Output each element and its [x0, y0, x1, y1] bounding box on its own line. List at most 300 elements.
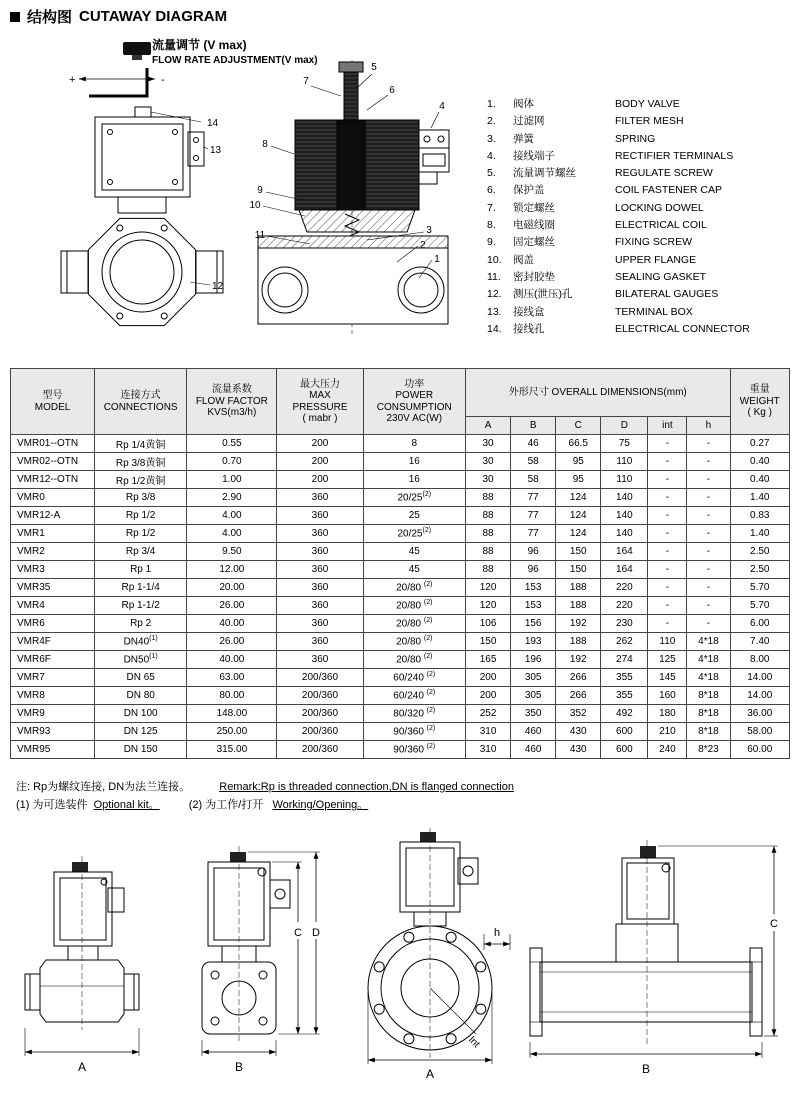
spec-cell: 20/80 $^{(2)}$: [363, 579, 465, 597]
spec-cell: 124: [556, 507, 601, 525]
spec-cell: Rp 2: [95, 615, 187, 633]
spec-cell: 8*18: [687, 705, 730, 723]
spec-cell: 266: [556, 669, 601, 687]
spec-row: [11, 651, 790, 669]
spec-cell: -: [648, 525, 687, 543]
spec-table: [10, 368, 790, 759]
callout-12: 12: [212, 281, 224, 292]
note-line-1: 注: Rp为螺纹连接, DN为法兰连接。 Remark:Rp is threaded connection,DN is flanged connection: [16, 781, 514, 793]
spec-cell: 124: [556, 525, 601, 543]
spec-cell: 40.00: [187, 651, 277, 669]
hex-key-icon: [89, 68, 147, 96]
spec-cell: 120: [466, 579, 511, 597]
spec-cell: Rp 1: [95, 561, 187, 579]
spec-cell: 460: [511, 723, 556, 741]
spec-cell: 120: [466, 597, 511, 615]
part-item: 5. 流量调节螺丝 REGULATE SCREW: [487, 167, 713, 180]
spec-cell: Rp 3/8黄铜: [95, 453, 187, 471]
flow-adjustment-label-zh: 流量调节 (V max): [152, 38, 247, 52]
part-item: 8. 电磁线圈 ELECTRICAL COIL: [487, 219, 707, 232]
spec-cell: 160: [648, 687, 687, 705]
spec-cell: 77: [511, 507, 556, 525]
spec-cell: 193: [511, 633, 556, 651]
spec-cell: 110: [601, 471, 648, 489]
spec-cell: VMR35: [11, 579, 95, 597]
callout-9: 9: [257, 185, 263, 196]
spec-cell: 77: [511, 525, 556, 543]
dim-label-d-fig2: D: [312, 927, 320, 939]
flow-adjustment-label-en: FLOW RATE ADJUSTMENT(V max): [152, 55, 318, 66]
col-header-dim-h: h: [687, 417, 730, 435]
callout-2: 2: [420, 240, 426, 251]
spec-cell: 310: [466, 723, 511, 741]
spec-row: [11, 687, 790, 705]
spec-cell: 26.00: [187, 633, 277, 651]
spec-cell: VMR93: [11, 723, 95, 741]
adjust-minus-label: -: [161, 74, 165, 86]
spec-cell: 240: [648, 741, 687, 759]
spec-cell: 0.70: [187, 453, 277, 471]
spec-cell: 148.00: [187, 705, 277, 723]
spec-row: [11, 543, 790, 561]
spec-cell: 1.40: [730, 525, 790, 543]
spec-cell: VMR12--OTN: [11, 471, 95, 489]
spec-cell: VMR4: [11, 597, 95, 615]
spec-cell: 200: [277, 471, 363, 489]
spec-cell: VMR0: [11, 489, 95, 507]
table-notes: [16, 778, 514, 814]
spec-cell: -: [648, 435, 687, 453]
spec-cell: 145: [648, 669, 687, 687]
spec-cell: VMR3: [11, 561, 95, 579]
spec-cell: 200: [277, 453, 363, 471]
page-title: [10, 6, 227, 27]
spec-cell: 20/25$^{(2)}$: [363, 525, 465, 543]
spec-cell: 4*18: [687, 669, 730, 687]
spec-cell: 360: [277, 543, 363, 561]
col-header-dim-int: int: [648, 417, 687, 435]
dim-label-a-fig3: A: [425, 1067, 435, 1081]
spec-cell: 25: [363, 507, 465, 525]
spec-cell: 0.83: [730, 507, 790, 525]
col-header-dim-c: C: [556, 417, 601, 435]
spec-cell: 88: [466, 489, 511, 507]
col-header-connections: 连接方式 CONNECTIONS: [95, 369, 187, 435]
callout-13: 13: [210, 145, 222, 156]
spec-cell: 75: [601, 435, 648, 453]
spec-cell: -: [648, 453, 687, 471]
spec-cell: 58: [511, 453, 556, 471]
part-item: 12. 测压(泄压)孔 BILATERAL GAUGES: [487, 288, 719, 301]
spec-cell: 140: [601, 525, 648, 543]
spec-cell: 95: [556, 471, 601, 489]
spec-cell: DN40$^{(1)}$: [95, 633, 187, 651]
spec-cell: -: [687, 453, 730, 471]
spec-cell: -: [687, 471, 730, 489]
callout-14: 14: [207, 118, 219, 129]
col-header-overall-dimensions: 外形尺寸 OVERALL DIMENSIONS(mm): [466, 369, 730, 417]
spec-cell: 274: [601, 651, 648, 669]
spec-cell: -: [648, 489, 687, 507]
spec-cell: 7.40: [730, 633, 790, 651]
spec-cell: 188: [556, 579, 601, 597]
spec-cell: 2.90: [187, 489, 277, 507]
callout-5: 5: [371, 62, 377, 73]
spec-row: [11, 489, 790, 507]
spec-cell: 250.00: [187, 723, 277, 741]
spec-cell: 88: [466, 561, 511, 579]
spec-cell: 0.27: [730, 435, 790, 453]
spec-cell: 460: [511, 741, 556, 759]
spec-cell: 1.00: [187, 471, 277, 489]
spec-row: [11, 507, 790, 525]
spec-cell: 77: [511, 489, 556, 507]
external-view-drawing: [61, 42, 223, 326]
spec-cell: 90/360 $^{(2)}$: [363, 741, 465, 759]
spec-cell: 180: [648, 705, 687, 723]
spec-cell: 90/360 $^{(2)}$: [363, 723, 465, 741]
spec-cell: 20/80 $^{(2)}$: [363, 651, 465, 669]
spec-cell: 14.00: [730, 669, 790, 687]
spec-cell: 58.00: [730, 723, 790, 741]
regulate-screw: [344, 72, 358, 122]
spec-cell: 360: [277, 615, 363, 633]
col-header-flow-factor: 流量系数 FLOW FACTOR KVS(m3/h): [187, 369, 277, 435]
callout-7: 7: [303, 76, 309, 87]
spec-cell: 310: [466, 741, 511, 759]
spec-cell: 16: [363, 471, 465, 489]
spec-cell: 124: [556, 489, 601, 507]
spec-row: [11, 525, 790, 543]
spec-cell: 0.40: [730, 453, 790, 471]
spec-cell: 110: [648, 633, 687, 651]
spec-cell: -: [687, 489, 730, 507]
dim-label-a-fig1: A: [77, 1060, 87, 1074]
part-item: 11. 密封胶垫 SEALING GASKET: [487, 270, 707, 283]
spec-row: [11, 579, 790, 597]
spec-cell: 20/80 $^{(2)}$: [363, 633, 465, 651]
page-title-zh: 结构图: [27, 9, 73, 26]
spec-cell: DN 80: [95, 687, 187, 705]
spec-cell: DN 65: [95, 669, 187, 687]
spec-cell: 200/360: [277, 723, 363, 741]
spec-cell: 8*18: [687, 687, 730, 705]
spec-cell: 12.00: [187, 561, 277, 579]
spec-cell: DN50$^{(1)}$: [95, 651, 187, 669]
spec-cell: 80/320 $^{(2)}$: [363, 705, 465, 723]
dim-label-int-fig3: Int: [465, 1034, 482, 1051]
top-drawings: [15, 32, 480, 367]
spec-cell: VMR02--OTN: [11, 453, 95, 471]
spec-cell: -: [648, 543, 687, 561]
spec-cell: 40.00: [187, 615, 277, 633]
spec-cell: 80.00: [187, 687, 277, 705]
spec-cell: Rp 1/4黄铜: [95, 435, 187, 453]
dim-label-b-fig4: B: [641, 1062, 651, 1076]
spec-cell: 200/360: [277, 741, 363, 759]
coil-housing: [95, 117, 190, 197]
spec-cell: 150: [556, 561, 601, 579]
spec-cell: 164: [601, 561, 648, 579]
spec-cell: 315.00: [187, 741, 277, 759]
dimension-drawings: [10, 816, 790, 1092]
spec-row: [11, 669, 790, 687]
spec-cell: 125: [648, 651, 687, 669]
spec-cell: 430: [556, 741, 601, 759]
spec-cell: VMR2: [11, 543, 95, 561]
spec-cell: 210: [648, 723, 687, 741]
spec-cell: -: [687, 525, 730, 543]
spec-cell: VMR8: [11, 687, 95, 705]
spec-cell: VMR1: [11, 525, 95, 543]
spec-cell: -: [687, 597, 730, 615]
spec-cell: 220: [601, 597, 648, 615]
fig-threaded-front-view: [202, 846, 323, 1056]
spec-cell: 360: [277, 489, 363, 507]
spec-cell: 200/360: [277, 705, 363, 723]
spec-cell: 492: [601, 705, 648, 723]
spec-cell: -: [687, 579, 730, 597]
spec-cell: 200: [466, 687, 511, 705]
col-header-power: 功率 POWER CONSUMPTION 230V AC(W): [363, 369, 465, 435]
spec-cell: 430: [556, 723, 601, 741]
spec-cell: 20/25$^{(2)}$: [363, 489, 465, 507]
spec-cell: 262: [601, 633, 648, 651]
spec-cell: 96: [511, 561, 556, 579]
spec-cell: 45: [363, 561, 465, 579]
spec-cell: 95: [556, 453, 601, 471]
part-item: 6. 保护盖 COIL FASTENER CAP: [487, 184, 722, 197]
spec-cell: Rp 1-1/4: [95, 579, 187, 597]
callout-11: 11: [254, 230, 266, 241]
spec-cell: 8: [363, 435, 465, 453]
part-item: 7. 锁定螺丝 LOCKING DOWEL: [487, 201, 704, 214]
spec-cell: 88: [466, 525, 511, 543]
spec-cell: 165: [466, 651, 511, 669]
spec-cell: -: [687, 615, 730, 633]
callout-8: 8: [262, 139, 268, 150]
part-item: 4. 接线端子 RECTIFIER TERMINALS: [487, 149, 734, 162]
spec-cell: 96: [511, 543, 556, 561]
spec-cell: VMR9: [11, 705, 95, 723]
part-item: 3. 弹簧 SPRING: [487, 132, 656, 145]
spec-cell: 156: [511, 615, 556, 633]
spec-cell: 150: [466, 633, 511, 651]
spec-cell: 6.00: [730, 615, 790, 633]
spec-cell: 8*18: [687, 723, 730, 741]
spec-cell: 192: [556, 615, 601, 633]
spec-cell: 16: [363, 453, 465, 471]
spec-cell: 188: [556, 597, 601, 615]
locking-dowel: [339, 62, 363, 72]
spec-row: [11, 561, 790, 579]
spec-cell: 600: [601, 723, 648, 741]
spec-cell: -: [687, 435, 730, 453]
spec-cell: VMR7: [11, 669, 95, 687]
dim-label-h-fig3: h: [493, 927, 501, 939]
fig-threaded-side-view: [25, 856, 139, 1056]
spec-cell: 355: [601, 687, 648, 705]
spec-cell: 140: [601, 489, 648, 507]
spec-cell: DN 100: [95, 705, 187, 723]
spec-cell: VMR95: [11, 741, 95, 759]
spec-cell: -: [687, 543, 730, 561]
spec-cell: 36.00: [730, 705, 790, 723]
spec-cell: 45: [363, 543, 465, 561]
callout-6: 6: [389, 85, 395, 96]
spec-cell: 305: [511, 669, 556, 687]
spec-cell: 252: [466, 705, 511, 723]
spec-cell: 20.00: [187, 579, 277, 597]
spec-cell: 60/240 $^{(2)}$: [363, 687, 465, 705]
spec-cell: -: [648, 471, 687, 489]
spec-cell: 200/360: [277, 687, 363, 705]
spec-cell: 4*18: [687, 651, 730, 669]
part-item: 13. 接线盒 TERMINAL BOX: [487, 305, 693, 318]
col-header-max-pressure: 最大压力 MAX PRESSURE ( mabr ): [277, 369, 363, 435]
spec-cell: 5.70: [730, 579, 790, 597]
spec-cell: 220: [601, 579, 648, 597]
spec-cell: 360: [277, 633, 363, 651]
spec-cell: 20/80 $^{(2)}$: [363, 597, 465, 615]
col-header-weight: 重量 WEIGHT ( Kg ): [730, 369, 790, 435]
fig-flanged-side-view: [530, 840, 781, 1058]
spec-cell: 360: [277, 597, 363, 615]
spec-row: [11, 471, 790, 489]
spec-row: [11, 705, 790, 723]
spec-cell: 30: [466, 453, 511, 471]
spec-cell: 4*18: [687, 633, 730, 651]
spec-cell: DN 125: [95, 723, 187, 741]
dim-label-c-fig4: C: [770, 918, 778, 930]
spec-cell: 153: [511, 579, 556, 597]
part-item: 9. 固定螺丝 FIXING SCREW: [487, 236, 693, 249]
note-line-2: (1) 为可选装件 Optional kit。 (2) 为工作/打开 Working/Opening。: [16, 799, 369, 811]
spec-cell: VMR6F: [11, 651, 95, 669]
spec-cell: 20/80 $^{(2)}$: [363, 615, 465, 633]
spec-cell: 153: [511, 597, 556, 615]
parts-list: [487, 96, 789, 338]
spec-cell: 200: [466, 669, 511, 687]
spec-cell: 46: [511, 435, 556, 453]
spec-cell: 30: [466, 435, 511, 453]
spec-row: [11, 597, 790, 615]
spec-cell: 5.70: [730, 597, 790, 615]
part-item: 2. 过滤网 FILTER MESH: [487, 115, 684, 128]
spec-cell: 352: [556, 705, 601, 723]
dim-label-c-fig2: C: [294, 927, 302, 939]
spec-cell: Rp 1/2: [95, 507, 187, 525]
spec-cell: -: [648, 561, 687, 579]
spec-cell: -: [648, 507, 687, 525]
spec-cell: 150: [556, 543, 601, 561]
spec-cell: 196: [511, 651, 556, 669]
part-item: 10. 阀盖 UPPER FLANGE: [487, 253, 697, 266]
spec-cell: Rp 1/2: [95, 525, 187, 543]
spec-cell: 355: [601, 669, 648, 687]
callout-4: 4: [439, 101, 445, 112]
spec-cell: 66.5: [556, 435, 601, 453]
valve-body-front: [88, 218, 195, 325]
spec-cell: 360: [277, 507, 363, 525]
left-port: [61, 251, 88, 293]
spec-cell: 600: [601, 741, 648, 759]
spec-cell: 0.40: [730, 471, 790, 489]
spec-cell: Rp 3/8: [95, 489, 187, 507]
spec-row: [11, 723, 790, 741]
spec-cell: 140: [601, 507, 648, 525]
adjustment-cap: [123, 42, 151, 55]
dim-label-b-fig2: B: [234, 1060, 244, 1074]
spec-cell: -: [648, 615, 687, 633]
square-bullet-icon: [10, 12, 20, 22]
spec-cell: 305: [511, 687, 556, 705]
spec-cell: 360: [277, 651, 363, 669]
spec-cell: 2.50: [730, 561, 790, 579]
fig-flanged-front-view: [368, 828, 510, 1064]
spec-cell: Rp 3/4: [95, 543, 187, 561]
spec-cell: 360: [277, 579, 363, 597]
spec-cell: 200: [277, 435, 363, 453]
spec-cell: 230: [601, 615, 648, 633]
spec-cell: 8*23: [687, 741, 730, 759]
col-header-model: 型号 MODEL: [11, 369, 95, 435]
spec-cell: DN 150: [95, 741, 187, 759]
spec-cell: 0.55: [187, 435, 277, 453]
spec-cell: 26.00: [187, 597, 277, 615]
spec-cell: 4.00: [187, 507, 277, 525]
spec-row: [11, 615, 790, 633]
spec-cell: 360: [277, 525, 363, 543]
spec-cell: -: [648, 597, 687, 615]
spec-cell: 88: [466, 507, 511, 525]
spec-cell: 60.00: [730, 741, 790, 759]
spec-cell: 8.00: [730, 651, 790, 669]
spec-cell: VMR01--OTN: [11, 435, 95, 453]
callout-10: 10: [249, 200, 261, 211]
part-item: 14. 接线孔 ELECTRICAL CONNECTOR: [487, 322, 750, 335]
spec-row: [11, 453, 790, 471]
spec-row: [11, 633, 790, 651]
spec-cell: 200/360: [277, 669, 363, 687]
spec-cell: 4.00: [187, 525, 277, 543]
cable-gland: [135, 107, 151, 117]
adjust-plus-label: +: [69, 74, 76, 86]
spec-cell: 60/240 $^{(2)}$: [363, 669, 465, 687]
callout-3: 3: [426, 225, 432, 236]
spec-cell: 14.00: [730, 687, 790, 705]
spec-cell: 9.50: [187, 543, 277, 561]
col-header-dim-d: D: [601, 417, 648, 435]
spec-cell: 164: [601, 543, 648, 561]
spec-cell: -: [687, 561, 730, 579]
page-title-en: CUTAWAY DIAGRAM: [79, 8, 228, 25]
spec-cell: Rp 1/2黄铜: [95, 471, 187, 489]
spec-cell: 192: [556, 651, 601, 669]
spec-cell: Rp 1-1/2: [95, 597, 187, 615]
spec-cell: 88: [466, 543, 511, 561]
spec-row: [11, 741, 790, 759]
spec-cell: 1.40: [730, 489, 790, 507]
part-item: 1. 阀体 BODY VALVE: [487, 98, 680, 110]
spec-cell: 110: [601, 453, 648, 471]
spec-cell: 63.00: [187, 669, 277, 687]
callout-1: 1: [434, 254, 440, 265]
spec-cell: 350: [511, 705, 556, 723]
spec-cell: -: [687, 507, 730, 525]
spec-cell: 58: [511, 471, 556, 489]
spec-cell: 2.50: [730, 543, 790, 561]
